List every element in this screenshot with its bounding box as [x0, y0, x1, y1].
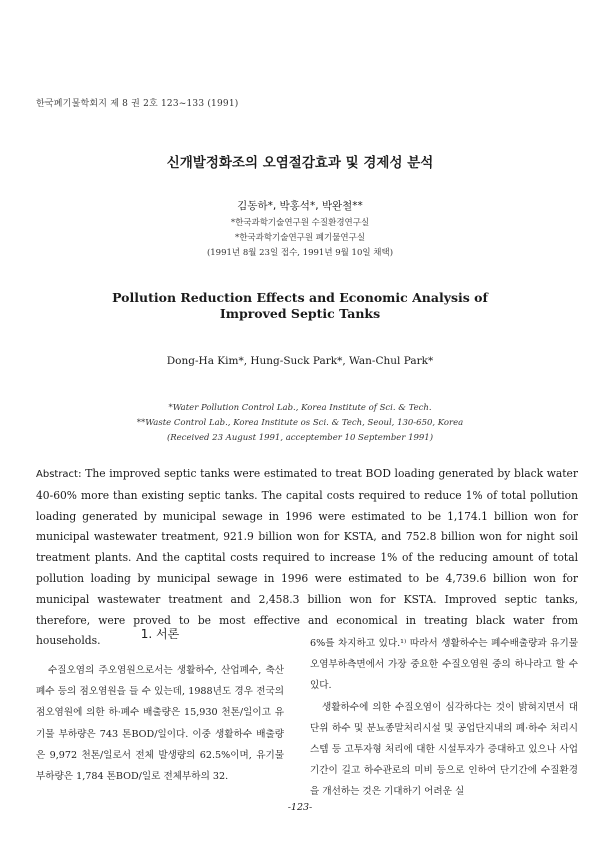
english-authors: Dong-Ha Kim*, Hung-Suck Park*, Wan-Chul Park* — [166, 355, 434, 367]
body-column-left — [36, 660, 284, 787]
korean-affiliation-1: *한국과학기술연구원 수질환경연구실 — [230, 218, 370, 228]
korean-affiliation-2: *한국과학기술연구원 폐기물연구실 — [234, 233, 366, 243]
abstract-label: Abstract — [36, 469, 78, 480]
abstract — [36, 464, 578, 652]
section-heading-introduction: 1. 서론 — [140, 627, 180, 641]
english-title-line-2: Improved Septic Tanks — [219, 306, 381, 321]
korean-received-date: (1991년 8월 23일 접수, 1991년 9월 10일 채택) — [206, 248, 394, 258]
english-received-date: (Received 23 August 1991, acceptember 10 September 1991) — [166, 433, 434, 443]
page-number: -123- — [287, 802, 313, 813]
body-paragraph: 6%를 차지하고 있다.¹⁾ 따라서 생활하수는 폐수배출량과 유기물 오염부하측면에서 가장 중요한 수질오염원 중의 하나라고 할 수 있다. — [310, 638, 578, 692]
english-title-line-1: Pollution Reduction Effects and Economic Analysis of — [112, 290, 488, 305]
journal-header: 한국폐기물학회지 제 8 권 2호 123~133 (1991) — [36, 99, 239, 109]
body-paragraph: 생활하수에 의한 수질오염이 심각하다는 것이 밝혀지면서 대단위 하수 및 분뇨종말처리시설 및 공업단지내의 폐·하수 처리시스템 등 고투자형 처리에 대한 시설투자가 증대하고 있으나 사업기간이 길고 하수관로의 미비 등으로 인하여 단기간에 수질환경을 개선하는 것은 기대하기 어려운 실 — [310, 701, 578, 798]
abstract-text: : The improved septic tanks were estimated to treat BOD loading generated by black water 40-60% more than existing septic tanks. The capital costs required to reduce 1% of total pollution loading generated by municipal sewage in 1996 were estimated to be 1,174.1 billion won for municipal wastewater treatment, 921.9 billion won for KSTA, and 752.8 billion won for night soil treatment plants. And the captital costs required to increase 1% of the reducing amount of total pollution loading by municipal sewage in 1996 were estimated to be 4,739.6 billion won for municipal wastewater treatment and 2,458.3 billion won for KSTA. Improved septic tanks, therefore, were proved to be most effective and economical in treating black water from households. — [36, 467, 578, 648]
english-affiliation-2: **Waste Control Lab., Korea Institute os Sci. & Tech, Seoul, 130-650, Korea — [136, 418, 464, 428]
english-affiliation-1: *Water Pollution Control Lab., Korea Institute of Sci. & Tech. — [168, 403, 432, 413]
body-paragraph: 수질오염의 주오염원으로서는 생활하수, 산업폐수, 축산폐수 등의 점오염원을 들 수 있는데, 1988년도 경우 전국의 점오염원에 의한 하·폐수 배출량은 15,930 천톤/일이고 유기물 부하량은 743 톤BOD/일이다. 이중 생활하수 배출량은 9,972 천톤/일로서 전체 발생량의 62.5%이며, 유기물부하량은 1,784 톤BOD/일로 전체부하의 32. — [36, 665, 284, 783]
korean-title: 신개발정화조의 오염절감효과 및 경제성 분석 — [166, 155, 434, 171]
body-column-right — [310, 633, 578, 803]
korean-authors: 김동하*, 박홍석*, 박완철** — [237, 200, 363, 212]
english-title — [0, 290, 600, 322]
